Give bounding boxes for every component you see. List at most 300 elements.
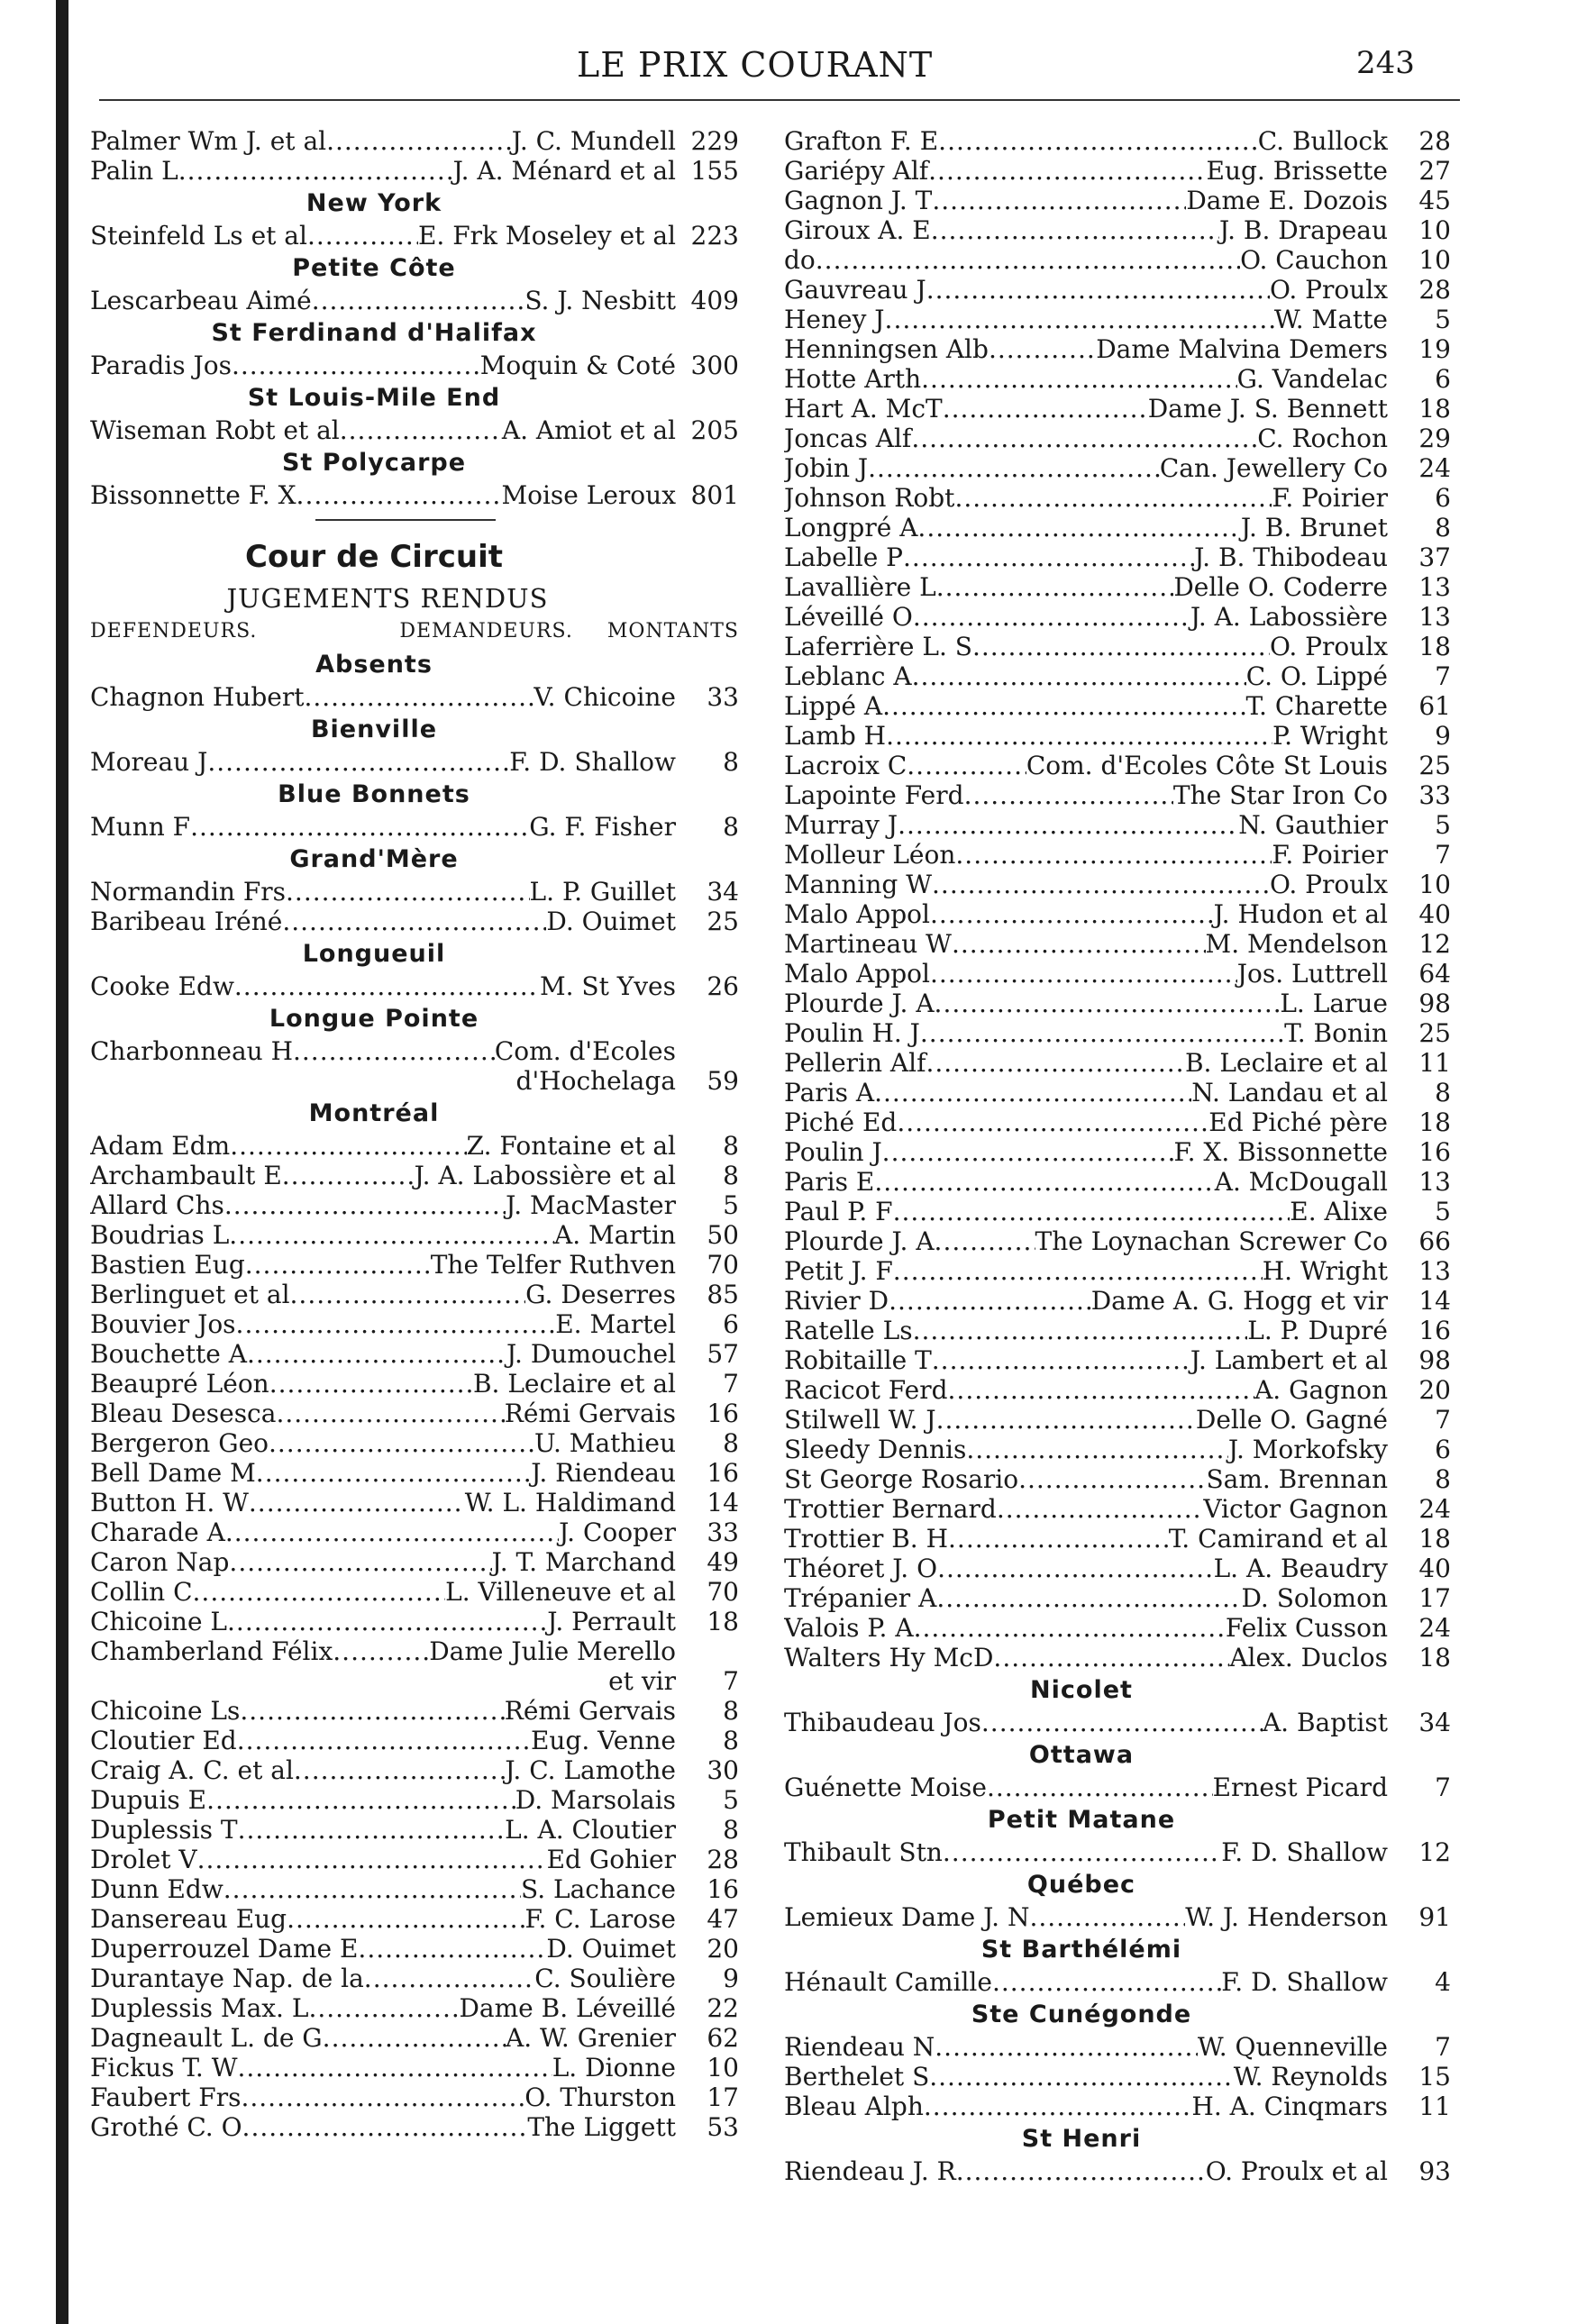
- defendant: Walters Hy McD: [784, 1643, 994, 1672]
- amount: 22: [707, 1993, 739, 2023]
- plaintiff: J. C. Lamothe: [505, 1755, 676, 1785]
- defendant: Bouvier Jos: [90, 1309, 236, 1339]
- amount: 7: [1435, 840, 1451, 870]
- judgment-row: [90, 1964, 739, 1993]
- entry-line: [784, 2062, 1388, 2092]
- judgment-row: [784, 1256, 1451, 1286]
- column-headers: [90, 616, 739, 647]
- plaintiff: J. B. Brunet: [1240, 513, 1388, 542]
- entry-line: [784, 959, 1388, 989]
- amount: 12: [1418, 1837, 1451, 1867]
- judgment-row: [90, 747, 739, 777]
- leader-dots: [930, 899, 1214, 929]
- amount: 7: [723, 1369, 739, 1399]
- amount: 9: [1435, 721, 1451, 751]
- defendant: Johnson Robt: [784, 483, 955, 513]
- amount: 10: [707, 2053, 739, 2082]
- plaintiff: F. X. Bissonnette: [1173, 1137, 1388, 1167]
- plaintiff: F. D. Shallow: [1221, 1837, 1388, 1867]
- judgment-row: [784, 1613, 1451, 1643]
- judgment-row: [784, 2156, 1451, 2186]
- defendant: Henningsen Alb: [784, 334, 989, 364]
- defendant: Gagnon J. T: [784, 186, 933, 215]
- defendant: Adam Edm: [90, 1131, 231, 1161]
- leader-dots: [932, 1345, 1190, 1375]
- plaintiff: The Telfer Ruthven: [430, 1250, 676, 1280]
- defendant: do: [784, 245, 816, 275]
- amount: 8: [723, 1131, 739, 1161]
- plaintiff: J. MacMaster: [506, 1190, 676, 1220]
- entry-line: [90, 126, 676, 156]
- plaintiff: N. Gauthier: [1238, 810, 1388, 840]
- judgment-row: [90, 1636, 739, 1666]
- plaintiff: P. Wright: [1272, 721, 1388, 751]
- defendant: Paradis Jos: [90, 351, 232, 380]
- plaintiff: C. Soulière: [534, 1964, 676, 1993]
- plaintiff: B. Leclaire et al: [472, 1369, 676, 1399]
- defendant: Cooke Edw: [90, 971, 234, 1001]
- judgment-row: [784, 751, 1451, 780]
- judgment-row: [90, 1517, 739, 1547]
- defendant: Lapointe Ferd: [784, 780, 964, 810]
- judgment-row: [784, 870, 1451, 899]
- judgment-row: [784, 1837, 1451, 1867]
- location-heading: St Ferdinand d'Halifax: [211, 319, 537, 347]
- amount: 25: [707, 907, 739, 936]
- defendant: Caron Nap: [90, 1547, 230, 1577]
- judgment-row: [784, 721, 1451, 751]
- col-demandeurs: DEMANDEURS.: [399, 620, 573, 643]
- amount: 33: [707, 682, 739, 712]
- entry-group: [90, 415, 739, 445]
- judgment-row: [90, 480, 739, 510]
- entry-line: [90, 1250, 676, 1280]
- plaintiff: F. C. Larose: [524, 1904, 676, 1934]
- entry-line: [90, 156, 676, 186]
- plaintiff: J. Hudon et al: [1213, 899, 1388, 929]
- defendant: Hotte Arth: [784, 364, 922, 394]
- amount: 29: [1418, 424, 1451, 453]
- plaintiff: Alex. Duclos: [1229, 1643, 1388, 1672]
- judgment-row: [90, 1369, 739, 1399]
- defendant: Petit J. F: [784, 1256, 893, 1286]
- right-column: [784, 126, 1451, 2186]
- defendant: Léveillé O: [784, 602, 913, 632]
- leader-dots: [229, 1220, 554, 1250]
- leader-dots: [913, 602, 1190, 632]
- plaintiff-continued: d'Hochelaga: [515, 1066, 676, 1096]
- entry-group: [784, 1837, 1451, 1867]
- defendant: Bissonnette F. X: [90, 480, 296, 510]
- plaintiff: O. Proulx et al: [1205, 2156, 1388, 2186]
- entry-group: [784, 2156, 1451, 2186]
- left-column: [90, 126, 739, 2142]
- amount: 59: [707, 1066, 739, 1096]
- judgment-row: [784, 2062, 1451, 2092]
- leader-dots: [225, 1517, 559, 1547]
- leader-dots: [928, 156, 1206, 186]
- amount: 33: [1418, 780, 1451, 810]
- plaintiff: Ed Piché père: [1208, 1107, 1388, 1137]
- defendant: Dagneault L. de G: [90, 2023, 323, 2053]
- entry-line: [90, 877, 676, 907]
- entry-line: [90, 1488, 676, 1517]
- entry-line: [784, 1256, 1388, 1286]
- entry-group: [90, 351, 739, 380]
- judgment-row: [784, 1773, 1451, 1802]
- defendant: Lippé A: [784, 691, 883, 721]
- location-heading: Grand'Mère: [289, 845, 459, 873]
- location-heading: Montréal: [308, 1099, 440, 1127]
- judgment-row: [784, 1286, 1451, 1316]
- judgment-row: [784, 1902, 1451, 1932]
- amount: 18: [1418, 632, 1451, 661]
- amount: 8: [723, 1726, 739, 1755]
- amount: 47: [707, 1904, 739, 1934]
- entry-line: [90, 1036, 676, 1066]
- leader-dots: [364, 1964, 534, 1993]
- entry-line: [784, 1078, 1388, 1107]
- entry-line: [784, 453, 1388, 483]
- entry-group: [90, 480, 739, 510]
- leader-dots: [190, 812, 529, 842]
- leader-dots: [929, 2062, 1233, 2092]
- judgment-row: [784, 156, 1451, 186]
- entry-line: [784, 1524, 1388, 1554]
- entry-line: [784, 602, 1388, 632]
- entry-line: [784, 394, 1388, 424]
- amount: 9: [723, 1964, 739, 1993]
- plaintiff: Rémi Gervais: [504, 1399, 676, 1428]
- judgment-row: [784, 1078, 1451, 1107]
- defendant: Collin C: [90, 1577, 193, 1607]
- plaintiff: J. B. Thibodeau: [1194, 542, 1388, 572]
- plaintiff: Felix Cusson: [1225, 1613, 1388, 1643]
- entry-group: [784, 1773, 1451, 1802]
- defendant: Leblanc A: [784, 661, 912, 691]
- judgment-row: [784, 1167, 1451, 1197]
- plaintiff: O. Proulx: [1270, 632, 1388, 661]
- leader-dots: [954, 483, 1272, 513]
- leader-dots: [897, 1107, 1208, 1137]
- judgment-row: [784, 1524, 1451, 1554]
- judgment-row: [784, 513, 1451, 542]
- leader-dots: [224, 1190, 506, 1220]
- plaintiff: Dame E. Dozois: [1186, 186, 1388, 215]
- plaintiff: Victor Gagnon: [1203, 1494, 1388, 1524]
- judgment-row: [784, 1316, 1451, 1345]
- defendant: Chicoine Ls: [90, 1696, 241, 1726]
- amount: 8: [1435, 1078, 1451, 1107]
- judgment-row: [90, 1131, 739, 1161]
- judgment-row: [90, 1190, 739, 1220]
- defendant: Malo Appol: [784, 899, 930, 929]
- defendant: Moreau J: [90, 747, 208, 777]
- entry-line: [784, 1167, 1388, 1197]
- judgment-row: [784, 1048, 1451, 1078]
- entry-line: [784, 870, 1388, 899]
- leader-dots: [943, 394, 1148, 424]
- entry-line: [784, 513, 1388, 542]
- leader-dots: [230, 1131, 466, 1161]
- leader-dots: [952, 929, 1206, 959]
- defendant: Craig A. C. et al: [90, 1755, 294, 1785]
- plaintiff: Eug. Venne: [530, 1726, 676, 1755]
- defendant: Bastien Eug: [90, 1250, 245, 1280]
- leader-dots: [966, 1435, 1228, 1464]
- defendant: Riendeau N: [784, 2032, 935, 2062]
- judgment-row: [90, 1220, 739, 1250]
- judgment-row: [90, 2023, 739, 2053]
- judgment-row: [784, 632, 1451, 661]
- plaintiff: D. Marsolais: [515, 1785, 676, 1815]
- amount: 37: [1418, 542, 1451, 572]
- defendant: Dunn Edw: [90, 1874, 223, 1904]
- leader-dots: [207, 747, 509, 777]
- entry-line: [90, 1755, 676, 1785]
- leader-dots: [868, 453, 1160, 483]
- location-heading: St Polycarpe: [281, 449, 467, 477]
- plaintiff: L. Larue: [1280, 989, 1388, 1018]
- leader-dots: [178, 156, 453, 186]
- entry-line: [90, 1547, 676, 1577]
- judgment-row: [784, 989, 1451, 1018]
- defendant: Lescarbeau Aimé: [90, 286, 312, 315]
- entry-line: [784, 989, 1388, 1018]
- leader-dots: [993, 1643, 1229, 1672]
- leader-dots: [903, 542, 1194, 572]
- amount: 16: [1418, 1137, 1451, 1167]
- defendant: Archambault E: [90, 1161, 282, 1190]
- entry-group: [90, 1036, 739, 1066]
- leader-dots: [874, 1078, 1191, 1107]
- amount: 28: [1418, 126, 1451, 156]
- plaintiff: J. Morkofsky: [1227, 1435, 1388, 1464]
- defendant: Laferrière L. S: [784, 632, 972, 661]
- location-heading: Ste Cunégonde: [971, 2000, 1192, 2028]
- page-title: LE PRIX COURANT: [577, 45, 934, 85]
- plaintiff: W. Matte: [1273, 305, 1388, 334]
- judgment-row: [784, 840, 1451, 870]
- leader-dots: [911, 424, 1257, 453]
- amount: 11: [1418, 2092, 1451, 2121]
- amount: 300: [690, 351, 739, 380]
- plaintiff: Com. d'Ecoles: [494, 1036, 676, 1066]
- amount: 45: [1418, 186, 1451, 215]
- amount: 8: [1435, 1464, 1451, 1494]
- leader-dots: [296, 480, 502, 510]
- judgment-row: [784, 186, 1451, 215]
- leader-dots: [286, 877, 530, 907]
- entry-line: [90, 1845, 676, 1874]
- location-heading: Longueuil: [302, 940, 446, 968]
- defendant: Joncas Alf: [784, 424, 912, 453]
- judgment-row: [784, 1554, 1451, 1583]
- amount: 8: [1435, 513, 1451, 542]
- entry-line: [784, 1583, 1388, 1613]
- defendant: Button H. W: [90, 1488, 249, 1517]
- entry-line: [784, 1613, 1388, 1643]
- judgment-row: [90, 156, 739, 186]
- leader-dots: [269, 1369, 473, 1399]
- leader-dots: [193, 1577, 446, 1607]
- plaintiff: Can. Jewellery Co: [1159, 453, 1388, 483]
- leader-dots: [269, 1428, 534, 1458]
- entry-line: [784, 542, 1388, 572]
- judgment-row: [90, 812, 739, 842]
- col-defendeurs: DEFENDEURS.: [90, 620, 258, 643]
- amount: 64: [1418, 959, 1451, 989]
- defendant: Normandin Frs: [90, 877, 287, 907]
- leader-dots: [972, 632, 1270, 661]
- location-heading: Blue Bonnets: [278, 780, 470, 808]
- plaintiff: S. J. Nesbitt: [524, 286, 676, 315]
- leader-dots: [889, 1286, 1091, 1316]
- defendant: Charbonneau H: [90, 1036, 293, 1066]
- defendant: Cloutier Ed: [90, 1726, 237, 1755]
- judgment-row: [784, 661, 1451, 691]
- defendant: Berthelet S: [784, 2062, 930, 2092]
- plaintiff: W. J. Henderson: [1185, 1902, 1388, 1932]
- judgments-subheading: JUGEMENTS RENDUS: [226, 583, 549, 614]
- continuation-row: [90, 1666, 739, 1696]
- leader-dots: [323, 2023, 506, 2053]
- judgment-row: [784, 899, 1451, 929]
- plaintiff: T. Charette: [1245, 691, 1388, 721]
- entry-line: [90, 1131, 676, 1161]
- judgment-row: [90, 1339, 739, 1369]
- plaintiff: L. A. Cloutier: [505, 1815, 676, 1845]
- amount: 11: [1418, 1048, 1451, 1078]
- entry-line: [90, 1577, 676, 1607]
- entry-line: [90, 221, 676, 251]
- amount: 16: [1418, 1316, 1451, 1345]
- plaintiff: A. McDougall: [1214, 1167, 1388, 1197]
- defendant: Lamb H: [784, 721, 887, 751]
- amount: 223: [690, 221, 739, 251]
- entry-line: [784, 156, 1388, 186]
- entry-group: [784, 1708, 1451, 1737]
- entry-line: [90, 1815, 676, 1845]
- plaintiff: Dame Malvina Demers: [1096, 334, 1388, 364]
- leader-dots: [238, 1815, 506, 1845]
- plaintiff: Dame Julie Merello: [429, 1636, 676, 1666]
- amount: 27: [1418, 156, 1451, 186]
- leader-dots: [964, 780, 1173, 810]
- amount: [676, 1636, 739, 1666]
- judgment-row: [784, 1583, 1451, 1613]
- amount: 40: [1418, 899, 1451, 929]
- entry-line: [90, 480, 676, 510]
- leader-dots: [874, 1167, 1214, 1197]
- leader-dots: [882, 691, 1245, 721]
- leader-dots: [1018, 1464, 1206, 1494]
- defendant: Fickus T. W: [90, 2053, 238, 2082]
- defendant: Duplessis Max. L: [90, 1993, 309, 2023]
- plaintiff: Ed Gohier: [546, 1845, 676, 1874]
- amount: 155: [690, 156, 739, 186]
- leader-dots: [232, 351, 480, 380]
- leader-dots: [340, 415, 502, 445]
- plaintiff: N. Landau et al: [1191, 1078, 1388, 1107]
- amount: 6: [1435, 1435, 1451, 1464]
- plaintiff: E. Martel: [555, 1309, 676, 1339]
- defendant: Valois P. A: [784, 1613, 914, 1643]
- header-rule: [99, 99, 1460, 101]
- judgment-row: [90, 1607, 739, 1636]
- judgment-row: [784, 1435, 1451, 1464]
- plaintiff: G. F. Fisher: [529, 812, 676, 842]
- plaintiff: J. A. Labossière: [1190, 602, 1388, 632]
- defendant: Guénette Moise: [784, 1773, 987, 1802]
- entry-line: [90, 1964, 676, 1993]
- entry-line: [784, 929, 1388, 959]
- judgment-row: [90, 415, 739, 445]
- location-heading: St Louis-Mile End: [247, 384, 501, 412]
- leader-dots: [304, 682, 534, 712]
- leader-dots: [932, 186, 1186, 215]
- entry-line: [90, 1696, 676, 1726]
- plaintiff: A. W. Grenier: [506, 2023, 676, 2053]
- leader-dots: [249, 1488, 465, 1517]
- leader-dots: [197, 1845, 547, 1874]
- defendant: Grafton F. E: [784, 126, 939, 156]
- col-montants: MONTANTS: [606, 620, 739, 643]
- defendant: Giroux A. E: [784, 215, 931, 245]
- plaintiff: L. P. Dupré: [1247, 1316, 1388, 1345]
- judgment-row: [90, 351, 739, 380]
- defendant: Thibaudeau Jos: [784, 1708, 981, 1737]
- entry-group: [90, 1131, 739, 1666]
- leader-dots: [914, 1613, 1226, 1643]
- amount: 18: [1418, 1107, 1451, 1137]
- leader-dots: [206, 1785, 515, 1815]
- judgment-row: [90, 1250, 739, 1280]
- entry-line: [90, 1190, 676, 1220]
- plaintiff: Ernest Picard: [1212, 1773, 1388, 1802]
- entry-line: [784, 1137, 1388, 1167]
- entry-line: [784, 215, 1388, 245]
- leader-dots: [236, 1309, 556, 1339]
- entry-line: [90, 1934, 676, 1964]
- judgment-row: [90, 1280, 739, 1309]
- defendant: Chagnon Hubert: [90, 682, 305, 712]
- leader-dots: [885, 305, 1274, 334]
- defendant: Malo Appol: [784, 959, 930, 989]
- plaintiff: M. St Yves: [539, 971, 676, 1001]
- entry-line: [90, 1904, 676, 1934]
- leader-dots: [926, 275, 1270, 305]
- entry-group: [90, 126, 739, 186]
- entry-line: [90, 1280, 676, 1309]
- entry-line: [90, 415, 676, 445]
- plaintiff: M. Mendelson: [1205, 929, 1388, 959]
- entry-line: [90, 1636, 676, 1666]
- judgment-row: [90, 126, 739, 156]
- leader-dots: [936, 1405, 1196, 1435]
- defendant: Chamberland Félix: [90, 1636, 333, 1666]
- plaintiff: D. Solomon: [1241, 1583, 1388, 1613]
- amount: 13: [1418, 572, 1451, 602]
- page-number: 243: [1356, 45, 1415, 81]
- amount: 12: [1418, 929, 1451, 959]
- amount: 62: [707, 2023, 739, 2053]
- plaintiff: Moquin & Coté: [479, 351, 676, 380]
- defendant: Lacroix C: [784, 751, 907, 780]
- defendant: Palin L: [90, 156, 178, 186]
- defendant: Boudrias L: [90, 1220, 230, 1250]
- entry-line: [90, 971, 676, 1001]
